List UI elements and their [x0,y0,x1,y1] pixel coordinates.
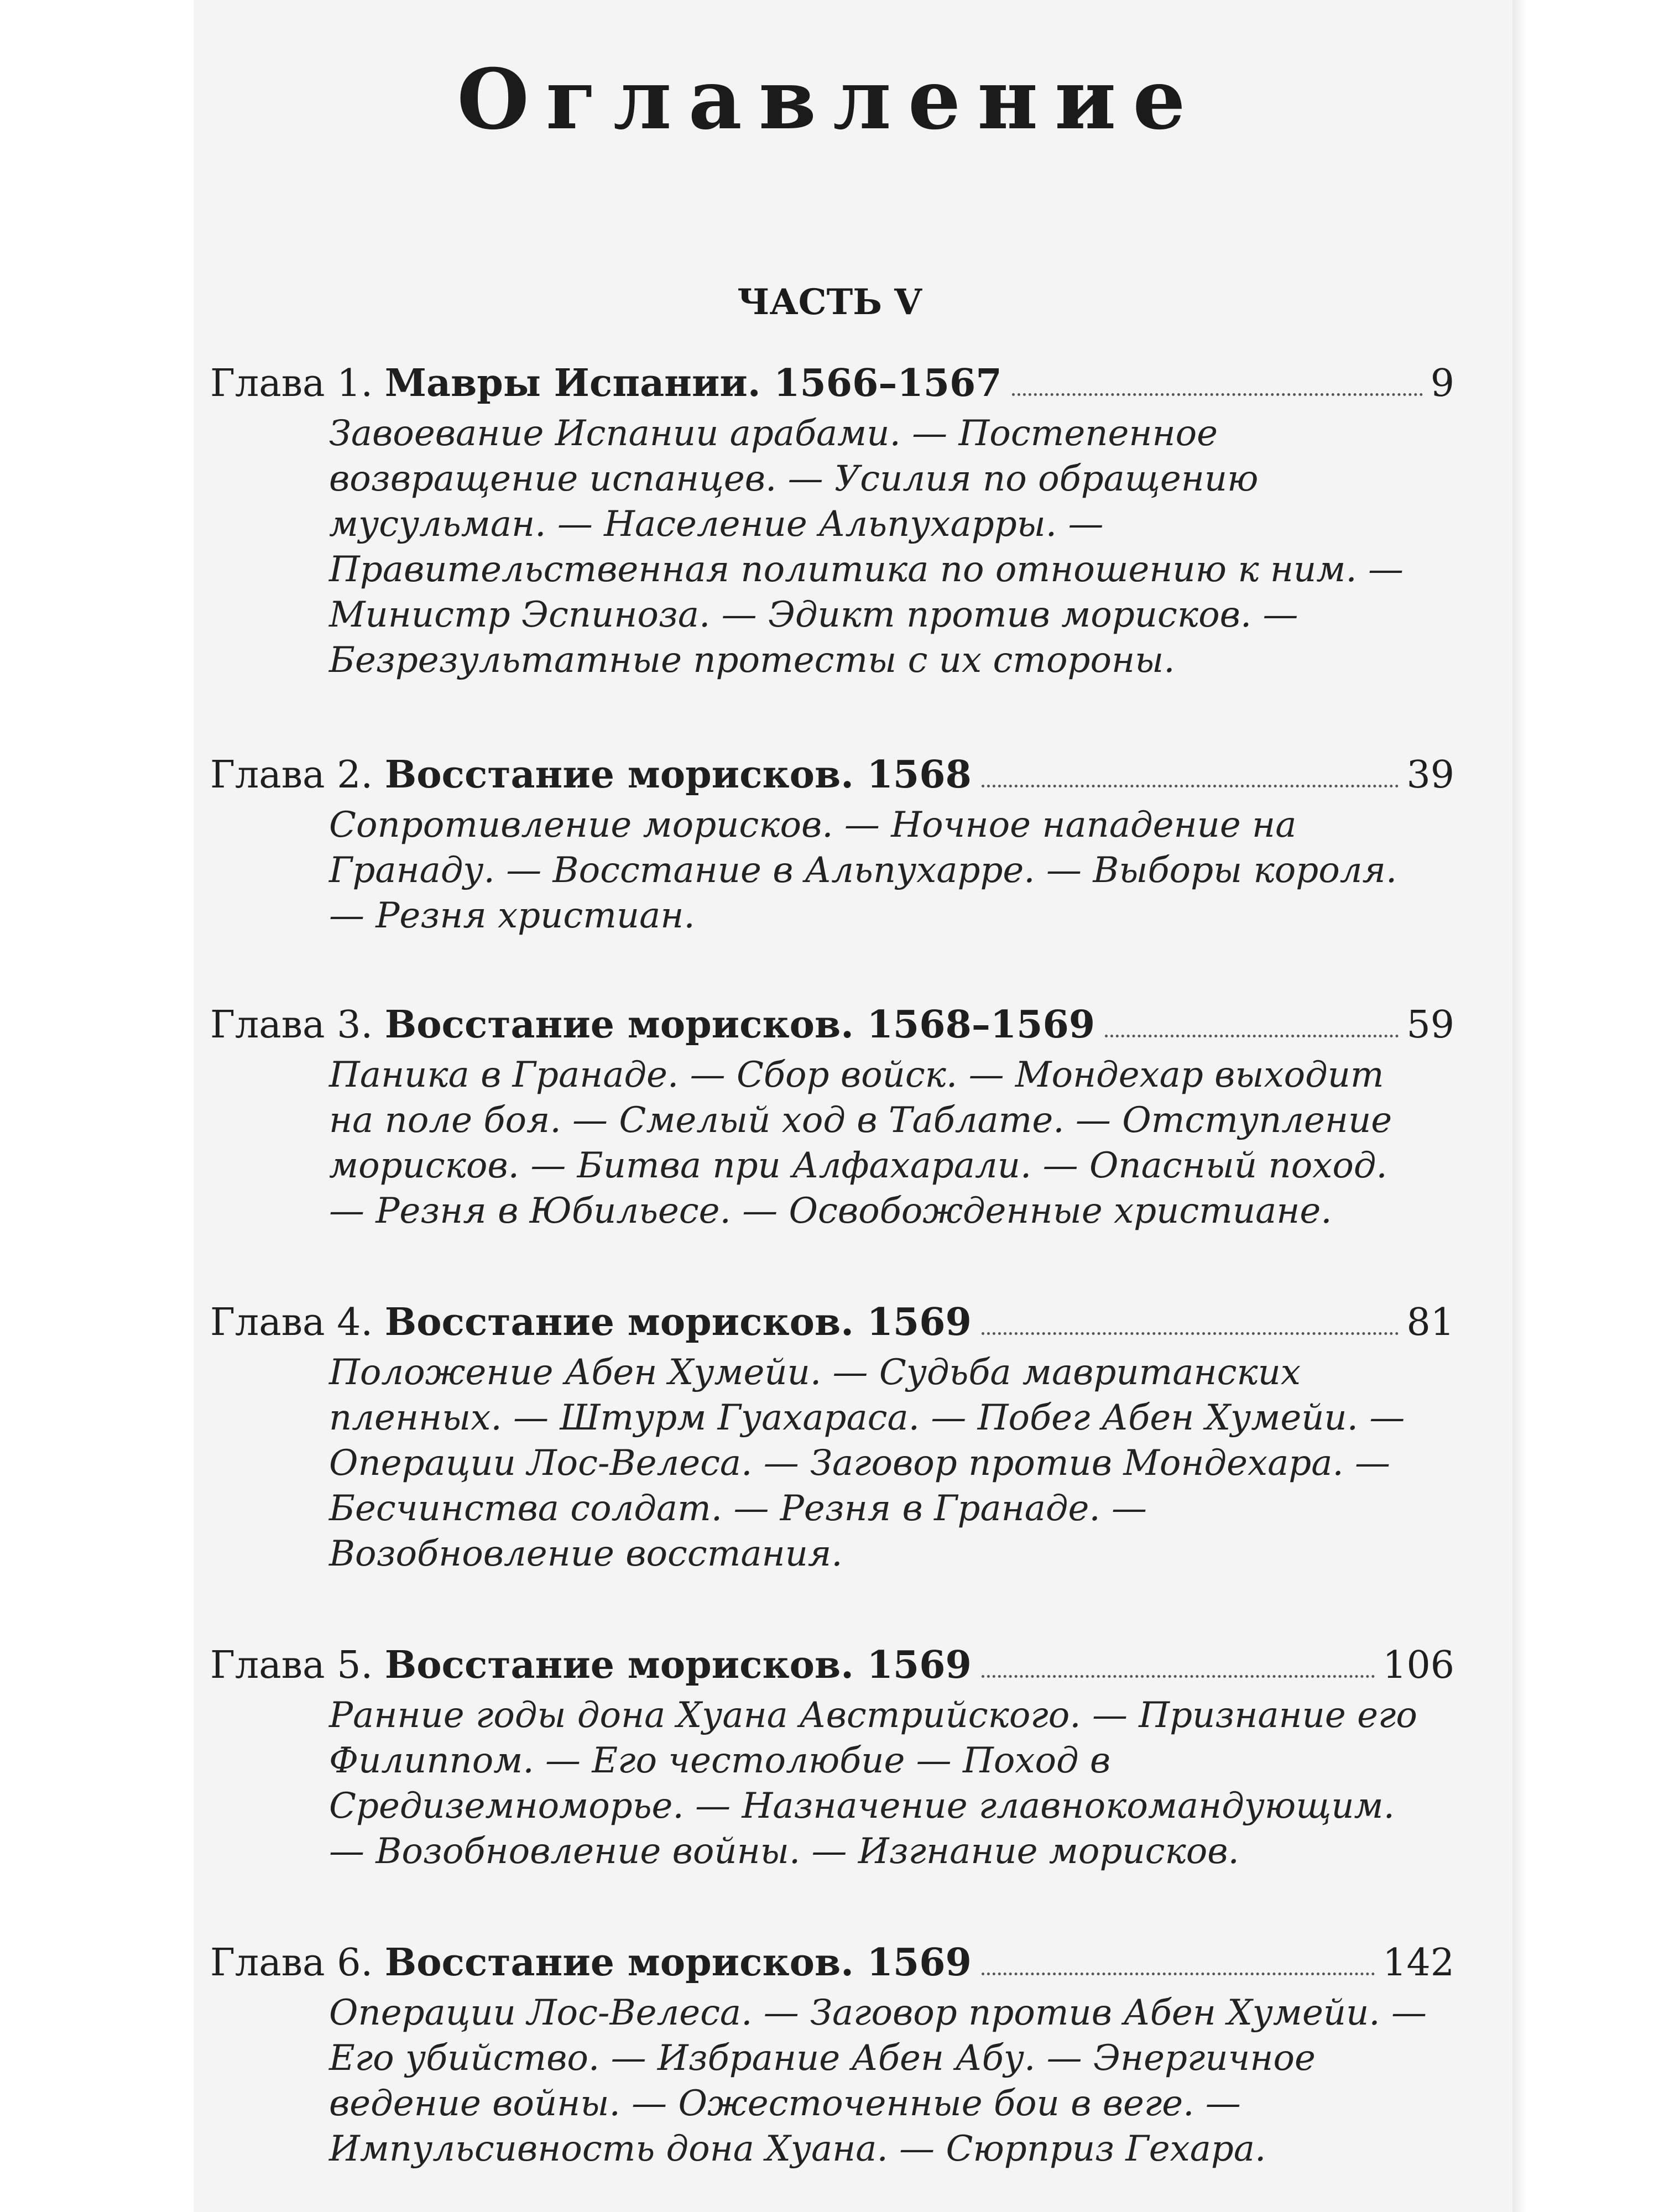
dot-leader [982,1675,1375,1678]
dot-leader [1105,1035,1399,1037]
toc-entry-chapter-2 [210,752,1454,938]
toc-entry-chapter-1 [210,361,1454,683]
chapter-title: Восстание морисков. 1568 [384,753,972,797]
chapter-summary: Операции Лос-Велеса. — Заговор против Абен Хумейи. — Его убийство. — Избрание Абен Абу. — Энергичное ведение войны. — Ожесточенные бои в веге. — Импульсивность дона Хуана. — Сюрприз Гехара. [329,1992,1427,2169]
chapter-page-number: 39 [1406,753,1454,797]
chapter-page-number: 59 [1406,1003,1454,1047]
chapter-label: Глава 2. [210,753,373,797]
chapter-summary: Положение Абен Хумейи. — Судьба мавританских пленных. — Штурм Гуахараса. — Побег Абен Хумейи. — Операции Лос-Велеса. — Заговор против Мондехара. — Бесчинства солдат. — Резня в Гранаде. — Возобновление восстания. [329,1352,1405,1574]
toc-entry-chapter-3 [210,1002,1454,1234]
chapter-page-number: 106 [1383,1644,1454,1687]
chapter-label: Глава 5. [210,1644,373,1687]
chapter-heading-line [210,1642,1454,1688]
chapter-heading-line [210,752,1454,798]
dot-leader [982,1332,1399,1335]
chapter-page-number: 9 [1430,362,1454,405]
toc-entry-chapter-4 [210,1300,1454,1577]
chapter-summary: Ранние годы дона Хуана Австрийского. — Признание его Филиппом. — Его честолюбие — Поход в Средиземноморье. — Назначение главнокомандующим. — Возобновление войны. — Изгнание морисков. [329,1695,1417,1872]
dot-leader [1012,393,1423,396]
chapter-heading-line [210,1940,1454,1986]
chapter-title: Восстание морисков. 1569 [384,1300,972,1344]
part-heading: ЧАСТЬ V [737,281,922,323]
dot-leader [982,785,1399,787]
chapter-page-number: 142 [1383,1941,1454,1985]
chapter-title: Восстание морисков. 1569 [384,1940,972,1985]
dot-leader [982,1973,1375,1975]
chapter-label: Глава 4. [210,1301,373,1344]
chapter-summary: Сопротивление морисков. — Ночное нападение на Гранаду. — Восстание в Альпухарре. — Выборы короля. — Резня христиан. [329,805,1397,936]
chapter-title: Мавры Испании. 1566–1567 [384,361,1002,405]
chapter-label: Глава 6. [210,1941,373,1985]
chapter-title: Восстание морисков. 1568–1569 [384,1003,1095,1047]
chapter-label: Глава 1. [210,362,373,405]
chapter-heading-line [210,361,1454,406]
chapter-heading-line [210,1300,1454,1345]
chapter-label: Глава 3. [210,1003,373,1047]
chapter-page-number: 81 [1406,1301,1454,1344]
chapter-summary: Паника в Гранаде. — Сбор войск. — Мондехар выходит на поле боя. — Смелый ход в Таблате. — Отступление морисков. — Битва при Алфахарали. — Опасный поход. — Резня в Юбильесе. — Освобожденные христиане. [329,1055,1392,1232]
toc-entry-chapter-6 [210,1940,1454,2172]
page-title: Оглавление [457,51,1202,148]
chapter-heading-line [210,1002,1454,1048]
toc-entry-chapter-5 [210,1642,1454,1874]
chapter-summary: Завоевание Испании арабами. — Постепенное возвращение испанцев. — Усилия по обращению мусульман. — Население Альпухарры. — Правительственная политика по отношению к ним. — Министр Эспиноза. — Эдикт против морисков. — Безрезультатные протесты с их стороны. [329,413,1404,681]
page-edge [1512,0,1526,2212]
chapter-title: Восстание морисков. 1569 [384,1643,972,1687]
